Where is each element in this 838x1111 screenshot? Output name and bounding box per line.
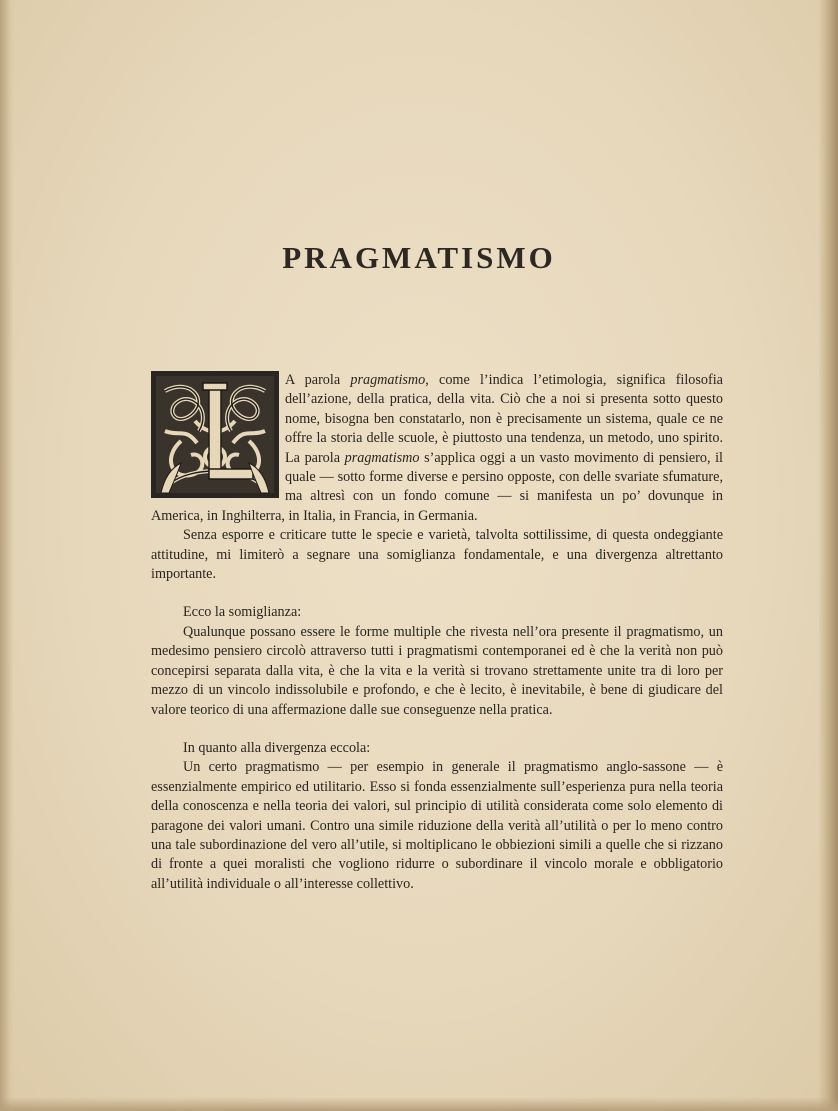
page-title: PRAGMATISMO (282, 240, 556, 275)
paragraph-3: Ecco la somiglianza: (183, 604, 302, 621)
page-left-edge (0, 0, 14, 1111)
paragraph-2: Senza esporre e criticare tutte le specie e varietà, talvolta sottilissime, di questa ondeggiante attitudine, mi limiterò a segnare una somiglianza fondamentale, e una divergenza altrettanto importante. (151, 527, 723, 583)
paragraph-4: Qualunque possano essere le forme multiple che rivesta nell’ora presente il pragmatismo, un medesimo pensiero circolò attraverso tutti i pragmatismi contemporanei ed è che la verità non può concepirsi separata dalla vita, è che la vita e la verità si trovano strettamente unite tra di loro per mezzo di un vincolo indissolubile e profondo, e che è lecito, è inevitabile, è bene di giudicare del valore teorico di una affermazione dalle sue conseguenze nella pratica. (151, 623, 723, 718)
paragraph-5: In quanto alla divergenza eccola: (183, 739, 371, 756)
paragraph-6: Un certo pragmatismo — per esempio in generale il pragmatismo anglo-sassone — è essenzialmente empirico ed utilitario. Esso si fonda essenzialmente sull’esperienza pura nella teoria della conoscenza e nella teoria dei valori, sul principio di utilità considerata come solo elemento di paragone dei valori umani. Contro una simile riduzione della verità all’utilità o per lo meno contro una tale subordinazione del vero all’utile, si moltiplicano le obbiezioni simili a quelle che si rizzano di fronte a quei moralisti che vogliono ridurre o subordinare il vincolo morale e obbligatorio all’utilità individuale o all’interesse collettivo. (151, 759, 723, 892)
page-bottom-edge (0, 1097, 838, 1111)
ornamental-initial-l (151, 371, 279, 498)
body-text (151, 371, 723, 894)
paragraph-1: A parola pragmatismo, come l’indica l’etimologia, significa filosofia dell’azione, della pratica, della vita. Ciò che a noi si presenta sotto questo nome, bisogna ben constatarlo, non è precisamente un sistema, quale ce ne offre la storia delle scuole, è piuttosto una tendenza, un metodo, uno spirito. La parola pragmatismo s’applica oggi a un vasto movimento di pensiero, il quale — sotto forme diverse e persino opposte, con delle svariate sfumature, ma altresì con un fondo comune — si manifesta un po’ dovunque in America, in Inghilterra, in Italia, in Francia, in Germania. (151, 372, 723, 524)
page-right-edge (818, 0, 838, 1111)
